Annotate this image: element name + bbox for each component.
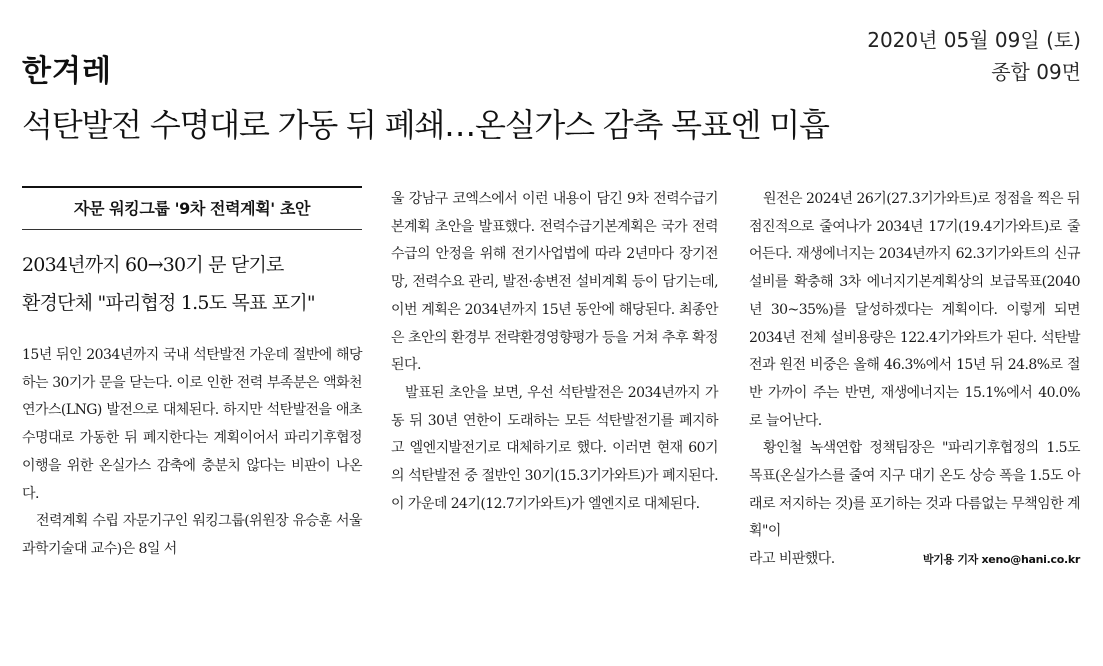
newspaper-logo: 한겨레 bbox=[22, 54, 112, 89]
body-paragraph: 원전은 2024년 26기(27.3기가와트)로 정점을 찍은 뒤 점진적으로 줄여나가 2034년 17기(19.4기가와트)로 줄어든다. 재생에너지는 2034년까지 62.3기가와트의 신규설비를 확충해 3차 에너지기본계획상의 보급목표(2040년 30~35%)를 달성하겠다는 계획이다. 이렇게 되면 2034년 전체 설비용량은 122.4기가와트가 된다. 석탄발전과 원전 비중은 올해 46.3%에서 15년 뒤 24.8%로 절반 가까이 주는 반면, 재생에너지는 15.1%에서 40.0%로 늘어난다. bbox=[749, 191, 1080, 429]
article-column-1 bbox=[22, 186, 362, 564]
page-section: 종합 09면 bbox=[991, 60, 1081, 84]
subheadline-block bbox=[22, 246, 362, 322]
issue-date: 2020년 05월 09일 (토) bbox=[867, 28, 1081, 52]
article-column-3 bbox=[749, 186, 1080, 574]
article-column-2 bbox=[391, 186, 718, 518]
subheadline-2: 환경단체 "파리협정 1.5도 목표 포기" bbox=[22, 292, 315, 314]
dateline bbox=[867, 24, 1081, 88]
article-ending-row bbox=[749, 546, 1080, 574]
reporter-byline: 박기용 기자 xeno@hani.co.kr bbox=[922, 553, 1080, 567]
body-paragraph: 전력계획 수립 자문기구인 워킹그룹(위원장 유승훈 서울과학기술대 교수)은 8일 서 bbox=[22, 513, 362, 557]
body-paragraph: 황인철 녹색연합 정책팀장은 "파리기후협정의 1.5도 목표(온실가스를 줄여 지구 대기 온도 상승 폭을 1.5도 아래로 저지하는 것)를 포기하는 것과 다름없는 무책임한 계획"이 bbox=[749, 440, 1080, 540]
article-headline: 석탄발전 수명대로 가동 뒤 폐쇄…온실가스 감축 목표엔 미흡 bbox=[22, 106, 829, 144]
article-ending-text: 라고 비판했다. bbox=[749, 551, 835, 568]
body-paragraph: 15년 뒤인 2034년까지 국내 석탄발전 가운데 절반에 해당하는 30기가 문을 닫는다. 이로 인한 전력 부족분은 액화천연가스(LNG) 발전으로 대체된다. 하지만 석탄발전을 애초 수명대로 가동한 뒤 폐지한다는 계획이어서 파리기후협정 이행을 위한 온실가스 감축에 충분치 않다는 비판이 나온다. bbox=[22, 347, 362, 502]
body-paragraph: 울 강남구 코엑스에서 이런 내용이 담긴 9차 전력수급기본계획 초안을 발표했다. 전력수급기본계획은 국가 전력수급의 안정을 위해 전기사업법에 따라 2년마다 장기전망, 전력수요 관리, 발전·송변전 설비계획 등이 담기는데, 이번 계획은 2034년까지 15년 동안에 해당된다. 최종안은 초안의 환경부 전략환경영향평가 등을 거쳐 추후 확정된다. bbox=[391, 191, 718, 374]
article-kicker: 자문 워킹그룹 '9차 전력계획' 초안 bbox=[22, 186, 362, 230]
body-paragraph: 발표된 초안을 보면, 우선 석탄발전은 2034년까지 가동 뒤 30년 연한이 도래하는 모든 석탄발전기를 폐지하고 엘엔지발전기로 대체하기로 했다. 이러면 현재 60기의 석탄발전 중 절반인 30기(15.3기가와트)가 폐지된다. 이 가운데 24기(12.7기가와트)가 엘엔지로 대체된다. bbox=[391, 384, 718, 512]
subheadline-1: 2034년까지 60→30기 문 닫기로 bbox=[22, 254, 284, 276]
